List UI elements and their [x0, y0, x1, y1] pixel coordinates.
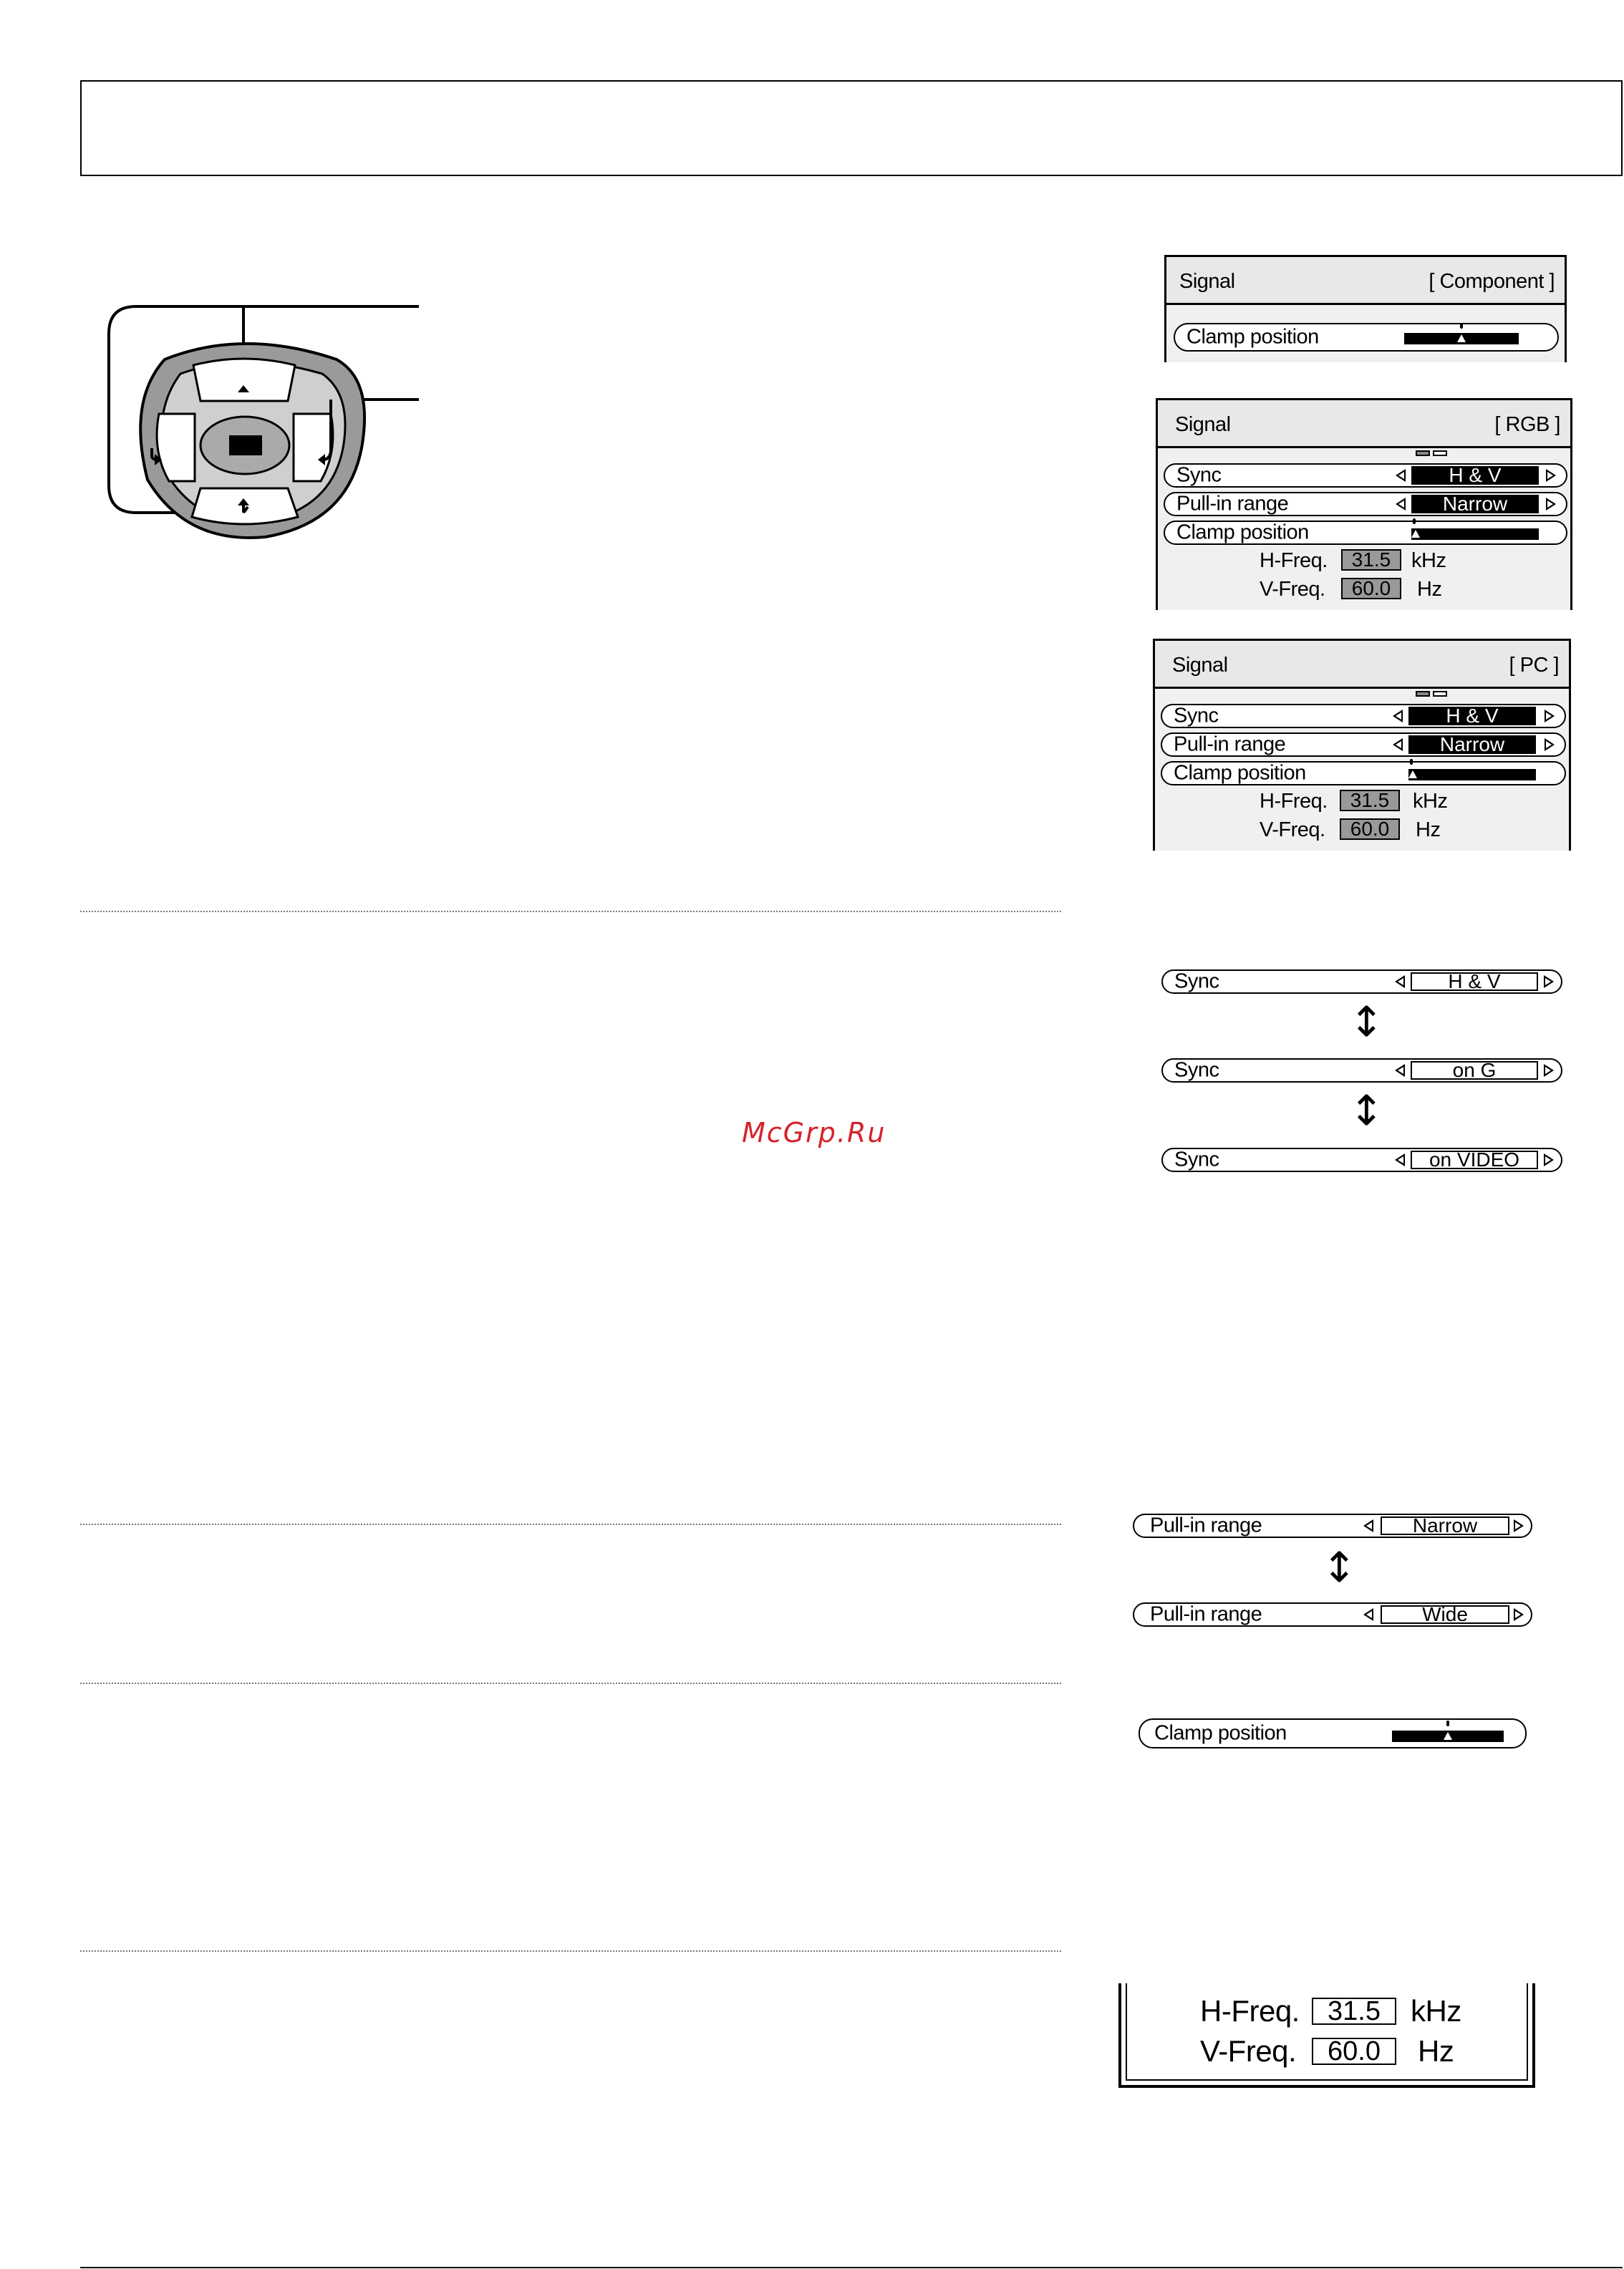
pull-in-range-label: Pull-in range	[1174, 732, 1286, 756]
h-freq-label: H-Freq.	[1200, 1994, 1300, 2028]
sync-value: H & V	[1411, 466, 1539, 485]
sync-value: on VIDEO	[1411, 1151, 1538, 1169]
sync-value: H & V	[1411, 972, 1538, 991]
sync-value: on G	[1411, 1061, 1538, 1080]
up-double-arrow-icon: ↕	[1322, 1543, 1357, 1592]
page-indicator	[1416, 691, 1430, 697]
v-freq-unit: Hz	[1418, 2034, 1454, 2068]
clamp-position-bar[interactable]	[1411, 528, 1539, 540]
panel-title: Signal	[1175, 413, 1231, 436]
pull-in-range-row[interactable]	[1164, 492, 1567, 516]
v-freq-value: 60.0	[1341, 578, 1401, 599]
left-arrow-icon[interactable]	[1396, 469, 1406, 482]
left-arrow-icon[interactable]	[1395, 1153, 1405, 1166]
sync-row[interactable]	[1164, 463, 1567, 488]
clamp-position-row[interactable]	[1164, 521, 1567, 545]
signal-mode: [ RGB ]	[1494, 413, 1560, 436]
v-freq-value: 60.0	[1340, 818, 1400, 840]
clamp-position-label: Clamp position	[1186, 325, 1319, 349]
clamp-position-label: Clamp position	[1176, 521, 1309, 544]
clamp-position-row[interactable]	[1161, 761, 1566, 785]
sync-option-row[interactable]	[1161, 969, 1562, 994]
pull-in-range-label: Pull-in range	[1150, 1514, 1262, 1537]
up-double-arrow-icon: ↕	[1349, 997, 1384, 1046]
section-divider	[80, 1950, 1061, 1952]
page-indicator	[1416, 450, 1430, 456]
h-freq-value: 31.5	[1341, 549, 1401, 571]
component-signal-panel	[1164, 255, 1567, 362]
clamp-position-bar[interactable]	[1404, 333, 1519, 344]
panel-title: Signal	[1172, 654, 1228, 677]
sync-label: Sync	[1174, 704, 1219, 727]
right-arrow-icon[interactable]	[1544, 1153, 1554, 1166]
page-indicator	[1433, 691, 1447, 697]
pull-in-range-option-row[interactable]	[1133, 1602, 1532, 1627]
left-arrow-icon[interactable]	[1393, 738, 1403, 751]
h-freq-label: H-Freq.	[1260, 790, 1328, 813]
footer-rule	[80, 2267, 1623, 2268]
rgb-signal-panel	[1156, 398, 1572, 610]
page-indicator	[1433, 450, 1447, 456]
sync-label: Sync	[1176, 463, 1222, 487]
left-arrow-icon[interactable]	[1363, 1519, 1373, 1532]
right-arrow-icon[interactable]	[1514, 1519, 1524, 1532]
left-arrow-icon[interactable]	[1395, 1064, 1405, 1077]
right-arrow-icon[interactable]	[1545, 710, 1555, 722]
v-freq-label: V-Freq.	[1260, 818, 1325, 841]
left-arrow-icon[interactable]	[1396, 498, 1406, 511]
v-freq-unit: Hz	[1417, 578, 1442, 601]
sync-row[interactable]	[1161, 704, 1566, 728]
pc-signal-panel	[1153, 639, 1571, 851]
section-divider	[80, 911, 1061, 912]
h-freq-unit: kHz	[1413, 790, 1448, 813]
h-freq-unit: kHz	[1411, 1994, 1461, 2028]
pull-in-range-value: Wide	[1381, 1605, 1509, 1624]
sync-option-row[interactable]	[1161, 1148, 1562, 1172]
pull-in-range-value: Narrow	[1408, 735, 1536, 754]
clamp-position-row[interactable]	[1139, 1718, 1527, 1748]
clamp-position-bar[interactable]	[1408, 769, 1536, 780]
right-arrow-icon[interactable]	[1514, 1608, 1524, 1621]
pull-in-range-label: Pull-in range	[1176, 492, 1289, 516]
sync-label: Sync	[1174, 1148, 1219, 1171]
h-freq-label: H-Freq.	[1260, 549, 1328, 572]
panel-title: Signal	[1179, 270, 1235, 293]
v-freq-unit: Hz	[1416, 818, 1441, 841]
right-arrow-icon[interactable]	[1544, 1064, 1554, 1077]
section-divider	[80, 1524, 1061, 1525]
v-freq-label: V-Freq.	[1200, 2034, 1297, 2068]
header-box	[80, 80, 1623, 176]
h-freq-value: 31.5	[1340, 790, 1400, 811]
clamp-position-row[interactable]	[1174, 323, 1559, 352]
right-arrow-icon[interactable]	[1544, 975, 1554, 988]
frequency-display-panel	[1118, 1983, 1535, 2088]
watermark: McGrp.Ru	[742, 1117, 886, 1148]
pull-in-range-label: Pull-in range	[1150, 1602, 1262, 1626]
up-double-arrow-icon: ↕	[1349, 1086, 1384, 1135]
pull-in-range-row[interactable]	[1161, 732, 1566, 757]
sync-value: H & V	[1408, 707, 1536, 725]
clamp-position-bar[interactable]	[1392, 1731, 1504, 1742]
section-divider	[80, 1683, 1061, 1684]
remote-dpad-icon	[100, 294, 430, 566]
left-arrow-icon[interactable]	[1395, 975, 1405, 988]
right-arrow-icon[interactable]	[1546, 498, 1556, 511]
v-freq-label: V-Freq.	[1260, 578, 1325, 601]
signal-mode: [ PC ]	[1509, 654, 1559, 677]
h-freq-unit: kHz	[1411, 549, 1446, 572]
left-arrow-icon[interactable]	[1393, 710, 1403, 722]
sync-label: Sync	[1174, 969, 1219, 993]
sync-label: Sync	[1174, 1058, 1219, 1082]
left-arrow-icon[interactable]	[1363, 1608, 1373, 1621]
v-freq-value: 60.0	[1312, 2038, 1396, 2065]
sync-option-row[interactable]	[1161, 1058, 1562, 1083]
pull-in-range-value: Narrow	[1381, 1516, 1509, 1535]
pull-in-range-value: Narrow	[1411, 495, 1539, 513]
pull-in-range-option-row[interactable]	[1133, 1514, 1532, 1538]
right-arrow-icon[interactable]	[1546, 469, 1556, 482]
h-freq-value: 31.5	[1312, 1998, 1396, 2025]
signal-mode: [ Component ]	[1429, 270, 1555, 293]
clamp-position-label: Clamp position	[1154, 1721, 1287, 1745]
clamp-position-label: Clamp position	[1174, 761, 1306, 785]
right-arrow-icon[interactable]	[1545, 738, 1555, 751]
